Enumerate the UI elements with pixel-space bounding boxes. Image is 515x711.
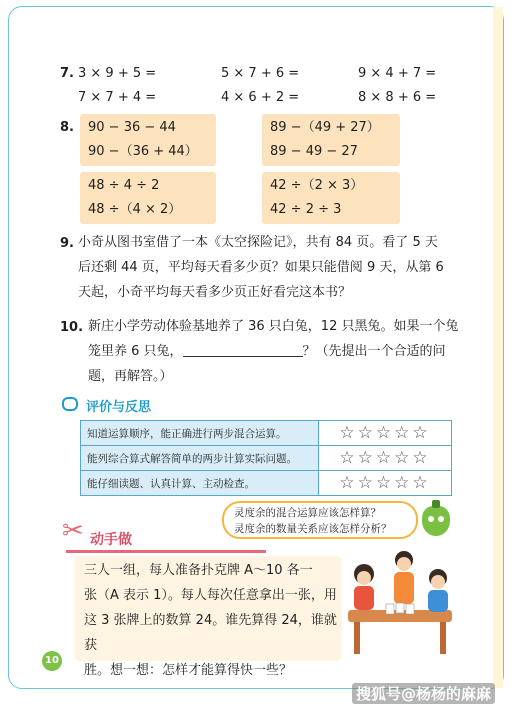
q8-expression: 48 ÷（4 × 2） — [88, 202, 182, 217]
q9-text — [78, 230, 478, 305]
star-rating[interactable]: ☆☆☆☆☆ — [319, 446, 452, 471]
q7-row — [78, 66, 478, 90]
q9-number: 9. — [60, 236, 74, 251]
q8-expression: 90 −（36 + 44） — [88, 144, 198, 159]
hands-on-title: 动手做 — [90, 532, 132, 548]
q7-row — [78, 90, 478, 114]
q8-number: 8. — [60, 120, 74, 135]
q10-line — [88, 339, 480, 364]
hands-on-line: 这 3 张牌上的数算 24。谁先算得 24，谁就获 — [84, 613, 337, 653]
q9-line: 后还剩 44 页，平均每天看多少页？如果只能借阅 9 天，从第 6 — [78, 260, 444, 275]
evaluation-table — [80, 420, 452, 496]
pepper-eye — [428, 516, 434, 522]
q10-line2-before: 笼里养 6 只兔， — [88, 344, 183, 359]
q8-expression: 42 ÷（2 × 3） — [270, 178, 364, 193]
bubble-line: 灵度余的混合运算应该怎样算？ — [234, 507, 381, 519]
q10-line: 题，再解答。） — [88, 369, 173, 384]
q9-line: 小奇从图书室借了一本《太空探险记》，共有 84 页。看了 5 天 — [78, 235, 438, 250]
q8-expression: 89 −（49 + 27） — [270, 120, 380, 135]
q9-line: 天起，小奇平均每天看多少页正好看完这本书？ — [78, 285, 352, 300]
q7-item: 7 × 7 + 4 = — [78, 90, 157, 105]
watermark: 搜狐号@杨杨的麻麻 — [352, 683, 495, 704]
q8-box — [262, 172, 400, 224]
hands-on-line: 胜。想一想：怎样才能算得快一些？ — [84, 663, 293, 678]
q8-expression: 42 ÷ 2 ÷ 3 — [270, 202, 342, 217]
pepper-mascot-icon — [422, 506, 450, 536]
q7-item: 4 × 6 + 2 = — [221, 90, 300, 105]
bubble-line: 灵度余的数量关系应该怎样分析？ — [234, 523, 392, 535]
q7-grid — [78, 66, 478, 114]
q10-answer-blank[interactable] — [183, 342, 303, 357]
pepper-stem — [432, 500, 440, 508]
criterion-cell: 知道运算顺序，能正确进行两步混合运算。 — [81, 421, 319, 446]
page-edge-strip — [493, 7, 503, 688]
page-number: 10 — [42, 651, 62, 671]
q10-text — [88, 314, 480, 389]
q7-item: 8 × 8 + 6 = — [358, 90, 437, 105]
criterion-cell: 能仔细读题、认真计算、主动检查。 — [81, 471, 319, 496]
star-rating[interactable]: ☆☆☆☆☆ — [319, 471, 452, 496]
pepper-eye — [438, 516, 444, 522]
hands-on-line: 张（A 表示 1）。每人每次任意拿出一张，用 — [84, 588, 337, 603]
q10-line2-after: ？（先提出一个合适的问 — [302, 344, 446, 359]
q10-line: 新庄小学劳动体验基地养了 36 只白兔，12 只黑兔。如果一个兔 — [88, 319, 459, 334]
q7-item: 5 × 7 + 6 = — [221, 66, 300, 81]
criterion-cell: 能列综合算式解答简单的两步计算实际问题。 — [81, 446, 319, 471]
table-row — [81, 446, 452, 471]
q10-number: 10. — [60, 320, 84, 335]
q7-item: 3 × 9 + 5 = — [78, 66, 157, 81]
q7-item: 9 × 4 + 7 = — [358, 66, 437, 81]
hands-on-text — [84, 558, 338, 683]
table-row — [81, 421, 452, 446]
children-playing-cards-illustration — [340, 548, 462, 658]
q8-box — [80, 172, 216, 224]
q8-expression: 48 ÷ 4 ÷ 2 — [88, 178, 160, 193]
chat-icon — [62, 397, 78, 411]
q8-expression: 89 − 49 − 27 — [270, 144, 358, 159]
q7-number: 7. — [60, 66, 74, 81]
hands-on-line: 三人一组，每人准备扑克牌 A～10 各一 — [84, 563, 313, 578]
q8-box — [262, 114, 400, 166]
q8-box — [80, 114, 216, 166]
table-row — [81, 471, 452, 496]
evaluation-heading: 评价与反思 — [86, 400, 152, 415]
q8-expression: 90 − 36 − 44 — [88, 120, 176, 135]
scissors-icon: ✂ — [62, 516, 84, 546]
star-rating[interactable]: ☆☆☆☆☆ — [319, 421, 452, 446]
